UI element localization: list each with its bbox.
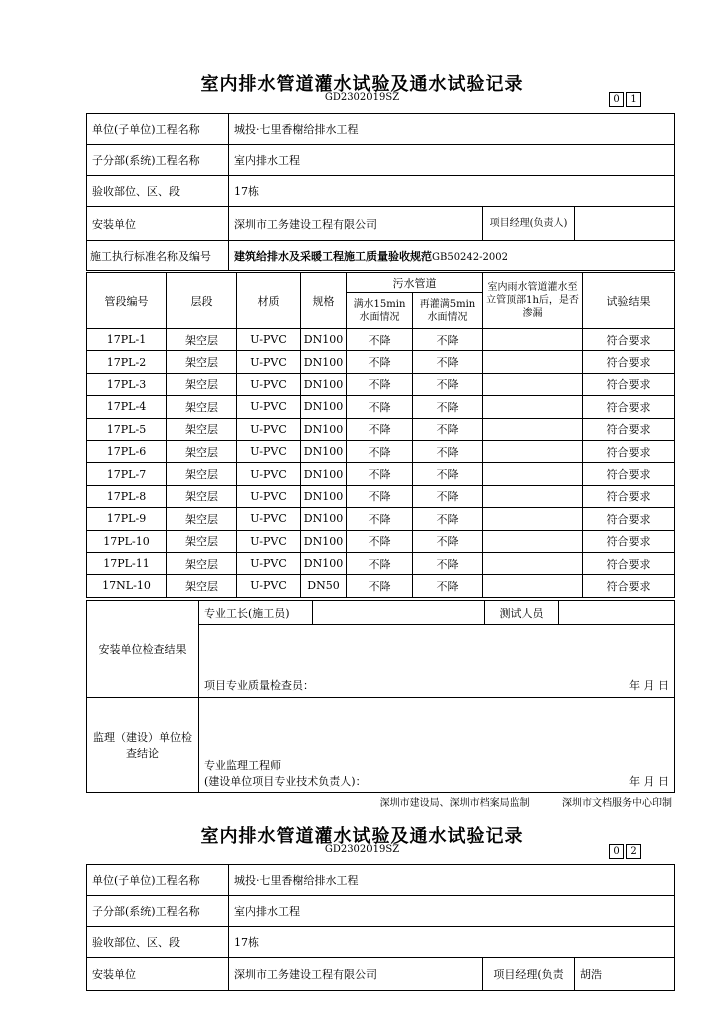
cell-pipe: 17PL-8	[87, 485, 167, 507]
tester-value	[559, 601, 675, 625]
page2-unit-name-value: 城投·七里香榭给排水工程	[229, 865, 675, 896]
page2-unit-name-label: 单位(子单位)工程名称	[87, 865, 229, 896]
page2-project-manager-value: 胡浩	[575, 958, 675, 991]
page1-page-no: 1	[626, 92, 641, 107]
cell-refill5: 不降	[413, 351, 483, 373]
table-row	[87, 396, 675, 418]
acceptance-part-value: 17栋	[229, 176, 675, 207]
cell-material: U-PVC	[237, 508, 301, 530]
cell-refill5: 不降	[413, 396, 483, 418]
install-check-body	[199, 625, 675, 673]
cell-result: 符合要求	[583, 463, 675, 485]
cell-fill15: 不降	[347, 485, 413, 507]
cell-refill5: 不降	[413, 552, 483, 574]
cell-spec: DN100	[301, 530, 347, 552]
cell-pipe: 17NL-10	[87, 575, 167, 597]
tester-label: 测试人员	[485, 601, 559, 625]
cell-result: 符合要求	[583, 575, 675, 597]
table-row	[87, 485, 675, 507]
cell-rain	[483, 575, 583, 597]
cell-spec: DN100	[301, 351, 347, 373]
cell-rain	[483, 485, 583, 507]
header-spec: 规格	[301, 273, 347, 329]
page1-form-code: GD2302019SZ	[324, 92, 400, 103]
page1-check-table	[86, 600, 675, 793]
cell-spec: DN100	[301, 463, 347, 485]
page1-footer	[0, 794, 672, 809]
foreman-value	[313, 601, 485, 625]
table-row	[87, 440, 675, 462]
cell-spec: DN100	[301, 552, 347, 574]
cell-result: 符合要求	[583, 373, 675, 395]
cell-material: U-PVC	[237, 329, 301, 351]
cell-floor: 架空层	[167, 508, 237, 530]
table-row	[87, 329, 675, 351]
cell-refill5: 不降	[413, 373, 483, 395]
cell-fill15: 不降	[347, 508, 413, 530]
cell-spec: DN100	[301, 373, 347, 395]
cell-floor: 架空层	[167, 329, 237, 351]
install-check-date: 年 月 日	[629, 678, 669, 692]
cell-floor: 架空层	[167, 351, 237, 373]
header-fill15: 满水15min水面情况	[347, 293, 413, 329]
table-row	[87, 552, 675, 574]
cell-floor: 架空层	[167, 440, 237, 462]
cell-material: U-PVC	[237, 463, 301, 485]
cell-refill5: 不降	[413, 530, 483, 552]
footer-supervised-by: 深圳市建设局、深圳市档案局监制	[379, 798, 530, 809]
cell-rain	[483, 351, 583, 373]
table-row	[87, 373, 675, 395]
cell-floor: 架空层	[167, 485, 237, 507]
cell-spec: DN100	[301, 418, 347, 440]
cell-material: U-PVC	[237, 351, 301, 373]
table-row	[87, 508, 675, 530]
cell-fill15: 不降	[347, 373, 413, 395]
header-rain: 室内雨水管道灌水至立管顶部1h后，是否渗漏	[483, 273, 583, 329]
cell-spec: DN100	[301, 329, 347, 351]
cell-refill5: 不降	[413, 463, 483, 485]
page2-form-code: GD2302019SZ	[324, 844, 400, 855]
cell-pipe: 17PL-9	[87, 508, 167, 530]
cell-pipe: 17PL-2	[87, 351, 167, 373]
cell-refill5: 不降	[413, 329, 483, 351]
cell-fill15: 不降	[347, 463, 413, 485]
subdivision-value: 室内排水工程	[229, 145, 675, 176]
cell-fill15: 不降	[347, 575, 413, 597]
page1-info-table	[86, 113, 675, 271]
header-material: 材质	[237, 273, 301, 329]
header-sewage: 污水管道	[347, 273, 483, 293]
supervision-engineer-sub: (建设单位项目专业技术负责人)：	[204, 775, 367, 788]
cell-floor: 架空层	[167, 418, 237, 440]
cell-pipe: 17PL-4	[87, 396, 167, 418]
cell-result: 符合要求	[583, 552, 675, 574]
cell-pipe: 17PL-1	[87, 329, 167, 351]
cell-result: 符合要求	[583, 418, 675, 440]
cell-fill15: 不降	[347, 418, 413, 440]
page2-page-prefix: 0	[609, 844, 624, 859]
supervision-engineer-label: 专业监理工程师	[204, 759, 281, 772]
cell-pipe: 17PL-10	[87, 530, 167, 552]
supervision-date: 年 月 日	[629, 775, 669, 788]
page1-test-table	[86, 272, 675, 598]
cell-spec: DN100	[301, 396, 347, 418]
project-manager-label: 项目经理(负责人)	[483, 207, 575, 241]
cell-floor: 架空层	[167, 463, 237, 485]
table-row	[87, 575, 675, 597]
cell-rain	[483, 329, 583, 351]
cell-rain	[483, 463, 583, 485]
cell-pipe: 17PL-11	[87, 552, 167, 574]
foreman-label: 专业工长(施工员)	[199, 601, 313, 625]
cell-spec: DN100	[301, 440, 347, 462]
cell-rain	[483, 552, 583, 574]
cell-material: U-PVC	[237, 396, 301, 418]
page2-title: 室内排水管道灌水试验及通水试验记录	[200, 826, 524, 847]
cell-material: U-PVC	[237, 373, 301, 395]
cell-floor: 架空层	[167, 575, 237, 597]
cell-refill5: 不降	[413, 418, 483, 440]
cell-rain	[483, 396, 583, 418]
cell-floor: 架空层	[167, 373, 237, 395]
cell-floor: 架空层	[167, 530, 237, 552]
footer-printed-by: 深圳市文档服务中心印制	[562, 798, 672, 809]
cell-spec: DN50	[301, 575, 347, 597]
cell-rain	[483, 373, 583, 395]
unit-name-value: 城投·七里香榭给排水工程	[229, 114, 675, 145]
unit-name-label: 单位(子单位)工程名称	[87, 114, 229, 145]
page2-project-manager-label: 项目经理(负责	[483, 958, 575, 991]
cell-pipe: 17PL-7	[87, 463, 167, 485]
header-result: 试验结果	[583, 273, 675, 329]
cell-rain	[483, 508, 583, 530]
acceptance-part-label: 验收部位、区、段	[87, 176, 229, 207]
table-row	[87, 418, 675, 440]
cell-fill15: 不降	[347, 329, 413, 351]
cell-result: 符合要求	[583, 351, 675, 373]
cell-material: U-PVC	[237, 485, 301, 507]
cell-material: U-PVC	[237, 440, 301, 462]
cell-spec: DN100	[301, 485, 347, 507]
standard-code: GB50242-2002	[432, 251, 508, 263]
cell-pipe: 17PL-3	[87, 373, 167, 395]
page1-page-prefix: 0	[609, 92, 624, 107]
subdivision-label: 子分部(系统)工程名称	[87, 145, 229, 176]
standard-name: 建筑给排水及采暖工程施工质量验收规范	[234, 249, 432, 263]
cell-fill15: 不降	[347, 440, 413, 462]
install-check-label: 安装单位检查结果	[87, 601, 199, 698]
page2-page-no: 2	[626, 844, 641, 859]
standard-value	[229, 241, 675, 271]
cell-refill5: 不降	[413, 485, 483, 507]
cell-result: 符合要求	[583, 329, 675, 351]
install-unit-value: 深圳市工务建设工程有限公司	[229, 207, 483, 241]
cell-material: U-PVC	[237, 530, 301, 552]
cell-floor: 架空层	[167, 396, 237, 418]
page2-subdivision-value: 室内排水工程	[229, 896, 675, 927]
supervision-label: 监理（建设）单位检查结论	[87, 698, 199, 793]
cell-refill5: 不降	[413, 508, 483, 530]
cell-rain	[483, 418, 583, 440]
cell-fill15: 不降	[347, 351, 413, 373]
cell-rain	[483, 440, 583, 462]
header-pipe: 管段编号	[87, 273, 167, 329]
header-floor: 层段	[167, 273, 237, 329]
page2-acceptance-part-label: 验收部位、区、段	[87, 927, 229, 958]
page1-title: 室内排水管道灌水试验及通水试验记录	[200, 74, 524, 95]
cell-material: U-PVC	[237, 552, 301, 574]
cell-spec: DN100	[301, 508, 347, 530]
table-row	[87, 463, 675, 485]
cell-result: 符合要求	[583, 485, 675, 507]
page2-install-unit-label: 安装单位	[87, 958, 229, 991]
header-refill5: 再灌满5min水面情况	[413, 293, 483, 329]
page2-subdivision-label: 子分部(系统)工程名称	[87, 896, 229, 927]
qc-line	[199, 673, 675, 698]
cell-fill15: 不降	[347, 396, 413, 418]
qc-inspector-label: 项目专业质量检查员：	[204, 678, 314, 692]
cell-material: U-PVC	[237, 575, 301, 597]
table-row	[87, 530, 675, 552]
cell-result: 符合要求	[583, 530, 675, 552]
table-row	[87, 351, 675, 373]
page2-acceptance-part-value: 17栋	[229, 927, 675, 958]
cell-fill15: 不降	[347, 530, 413, 552]
cell-refill5: 不降	[413, 440, 483, 462]
cell-pipe: 17PL-5	[87, 418, 167, 440]
cell-result: 符合要求	[583, 440, 675, 462]
test-rows	[87, 329, 675, 598]
cell-floor: 架空层	[167, 552, 237, 574]
cell-pipe: 17PL-6	[87, 440, 167, 462]
page2-info-table	[86, 864, 675, 991]
cell-material: U-PVC	[237, 418, 301, 440]
supervision-body	[199, 698, 675, 793]
page2-page-number	[607, 844, 641, 859]
install-unit-label: 安装单位	[87, 207, 229, 241]
cell-result: 符合要求	[583, 508, 675, 530]
cell-refill5: 不降	[413, 575, 483, 597]
project-manager-value	[575, 207, 675, 241]
page2-install-unit-value: 深圳市工务建设工程有限公司	[229, 958, 483, 991]
standard-label: 施工执行标准名称及编号	[87, 241, 229, 271]
cell-rain	[483, 530, 583, 552]
cell-fill15: 不降	[347, 552, 413, 574]
page1-page-number	[607, 92, 641, 107]
cell-result: 符合要求	[583, 396, 675, 418]
